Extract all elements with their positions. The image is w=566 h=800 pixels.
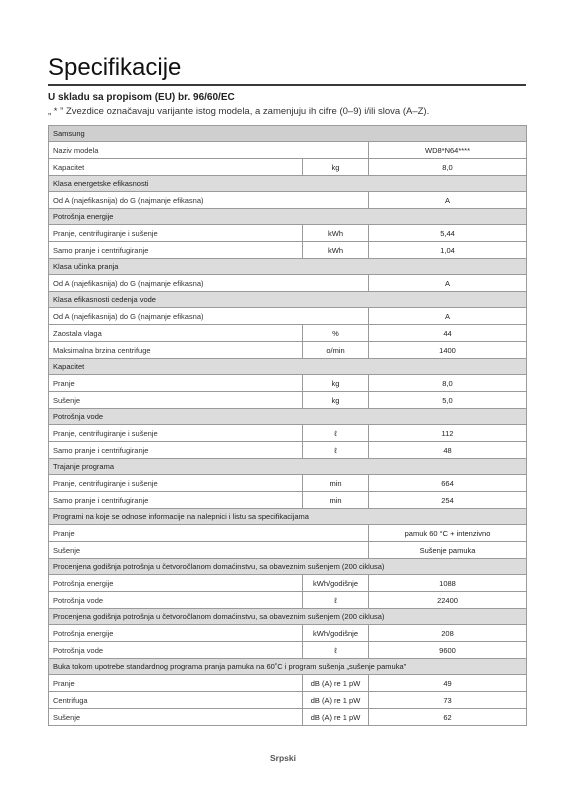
row-label: Od A (najefikasnija) do G (najmanje efikasna): [49, 192, 369, 209]
table-row: [49, 492, 527, 509]
row-unit: kWh: [303, 225, 369, 242]
section-header-row: [49, 176, 527, 192]
model-label: Naziv modela: [49, 142, 369, 159]
row-value: 208: [369, 625, 527, 642]
row-unit: kg: [303, 392, 369, 409]
row-label: Zaostala vlaga: [49, 325, 303, 342]
row-value: 1088: [369, 575, 527, 592]
section-header-label: Procenjena godišnja potrošnja u četvoročlanom domaćinstvu, sa obaveznim sušenjem (200 ciklusa): [49, 609, 527, 625]
row-value: 48: [369, 442, 527, 459]
table-row: [49, 275, 527, 292]
table-row: [49, 625, 527, 642]
row-value: A: [369, 308, 527, 325]
asterisk-note: „ * ” Zvezdice označavaju varijante istog modela, a zamenjuju ih cifre (0–9) i/ili slova (A–Z).: [48, 106, 430, 117]
table-row: [49, 592, 527, 609]
row-value: 49: [369, 675, 527, 692]
row-unit: kWh: [303, 242, 369, 259]
row-value: 5,44: [369, 225, 527, 242]
row-label: Pranje, centrifugiranje i sušenje: [49, 225, 303, 242]
row-label: Samo pranje i centrifugiranje: [49, 242, 303, 259]
section-header-row: [49, 209, 527, 225]
section-header-row: [49, 459, 527, 475]
row-value: 22400: [369, 592, 527, 609]
row-value: 664: [369, 475, 527, 492]
row-unit: dB (A) re 1 pW: [303, 692, 369, 709]
table-row: [49, 675, 527, 692]
row-unit: ℓ: [303, 642, 369, 659]
section-header-label: Klasa efikasnosti cedenja vode: [49, 292, 527, 308]
specifications-table-body: [49, 126, 527, 726]
page-footer-language: Srpski: [270, 753, 296, 763]
section-header-label: Potrošnja energije: [49, 209, 527, 225]
row-label: Potrošnja vode: [49, 642, 303, 659]
row-label: Potrošnja vode: [49, 592, 303, 609]
row-unit: ℓ: [303, 592, 369, 609]
row-label: Od A (najefikasnija) do G (najmanje efikasna): [49, 308, 369, 325]
section-header-row: [49, 409, 527, 425]
table-row: [49, 308, 527, 325]
row-value: 5,0: [369, 392, 527, 409]
row-value: 73: [369, 692, 527, 709]
row-value: A: [369, 275, 527, 292]
row-label: Pranje, centrifugiranje i sušenje: [49, 425, 303, 442]
table-row: [49, 525, 527, 542]
row-label: Maksimalna brzina centrifuge: [49, 342, 303, 359]
row-label: Sušenje: [49, 709, 303, 726]
capacity-unit: kg: [303, 159, 369, 176]
model-row: [49, 142, 527, 159]
table-row: [49, 542, 527, 559]
row-value: 8,0: [369, 375, 527, 392]
table-row: [49, 192, 527, 209]
row-unit: ℓ: [303, 425, 369, 442]
row-unit: kWh/godišnje: [303, 575, 369, 592]
capacity-value: 8,0: [369, 159, 527, 176]
table-row: [49, 225, 527, 242]
table-row: [49, 692, 527, 709]
table-row: [49, 642, 527, 659]
model-value: WD8*N64****: [369, 142, 527, 159]
row-label: Pranje: [49, 675, 303, 692]
row-value: 44: [369, 325, 527, 342]
table-row: [49, 325, 527, 342]
row-label: Pranje: [49, 525, 369, 542]
row-value: Sušenje pamuka: [369, 542, 527, 559]
section-header-label: Klasa energetske efikasnosti: [49, 176, 527, 192]
brand-row: [49, 126, 527, 142]
table-row: [49, 475, 527, 492]
row-unit: kWh/godišnje: [303, 625, 369, 642]
section-header-label: Klasa učinka pranja: [49, 259, 527, 275]
table-row: [49, 442, 527, 459]
regulation-subtitle: U skladu sa propisom (EU) br. 96/60/EC: [48, 92, 235, 103]
table-row: [49, 709, 527, 726]
row-value: A: [369, 192, 527, 209]
row-value: 1400: [369, 342, 527, 359]
section-header-label: Kapacitet: [49, 359, 527, 375]
section-header-label: Buka tokom upotrebe standardnog programa pranja pamuka na 60˚C i program sušenja „sušenje pamuka”: [49, 659, 527, 675]
row-label: Sušenje: [49, 392, 303, 409]
table-row: [49, 425, 527, 442]
row-label: Samo pranje i centrifugiranje: [49, 442, 303, 459]
row-label: Pranje: [49, 375, 303, 392]
row-value: 1,04: [369, 242, 527, 259]
section-header-label: Procenjena godišnja potrošnja u četvoročlanom domaćinstvu, sa obaveznim sušenjem (200 ciklusa): [49, 559, 527, 575]
capacity-row: [49, 159, 527, 176]
table-row: [49, 392, 527, 409]
row-label: Centrifuga: [49, 692, 303, 709]
section-header-row: [49, 609, 527, 625]
row-unit: min: [303, 475, 369, 492]
row-label: Od A (najefikasnija) do G (najmanje efikasna): [49, 275, 369, 292]
row-unit: ℓ: [303, 442, 369, 459]
table-row: [49, 375, 527, 392]
row-label: Samo pranje i centrifugiranje: [49, 492, 303, 509]
section-header-row: [49, 259, 527, 275]
section-header-row: [49, 292, 527, 308]
capacity-label: Kapacitet: [49, 159, 303, 176]
row-unit: kg: [303, 375, 369, 392]
row-unit: %: [303, 325, 369, 342]
row-unit: o/min: [303, 342, 369, 359]
row-value: 112: [369, 425, 527, 442]
page-title: Specifikacije: [48, 54, 526, 86]
row-value: pamuk 60 °C + intenzivno: [369, 525, 527, 542]
specifications-table: [48, 125, 527, 726]
row-value: 254: [369, 492, 527, 509]
section-header-label: Trajanje programa: [49, 459, 527, 475]
row-label: Pranje, centrifugiranje i sušenje: [49, 475, 303, 492]
row-unit: dB (A) re 1 pW: [303, 675, 369, 692]
section-header-label: Programi na koje se odnose informacije na nalepnici i listu sa specifikacijama: [49, 509, 527, 525]
section-header-row: [49, 559, 527, 575]
row-value: 9600: [369, 642, 527, 659]
row-label: Potrošnja energije: [49, 575, 303, 592]
row-unit: dB (A) re 1 pW: [303, 709, 369, 726]
table-row: [49, 242, 527, 259]
section-header-row: [49, 359, 527, 375]
table-row: [49, 575, 527, 592]
table-row: [49, 342, 527, 359]
section-header-row: [49, 509, 527, 525]
row-label: Sušenje: [49, 542, 369, 559]
row-value: 62: [369, 709, 527, 726]
section-header-label: Potrošnja vode: [49, 409, 527, 425]
brand-label: Samsung: [49, 126, 527, 142]
row-unit: min: [303, 492, 369, 509]
row-label: Potrošnja energije: [49, 625, 303, 642]
section-header-row: [49, 659, 527, 675]
